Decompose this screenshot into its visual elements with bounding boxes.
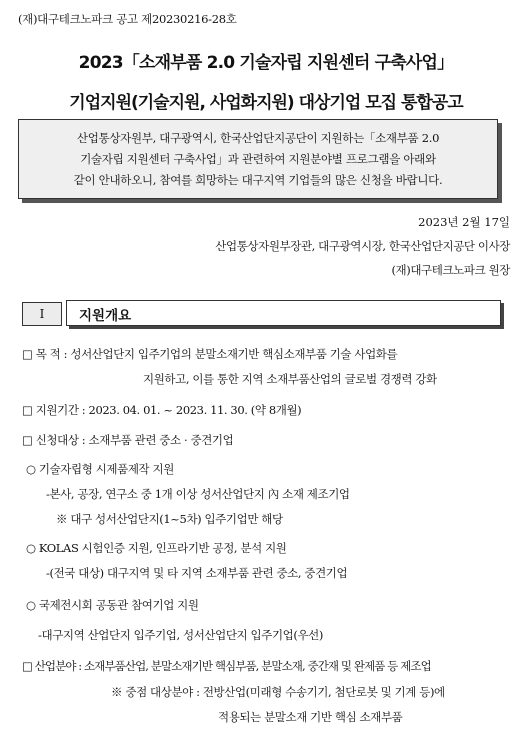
section-title: 지원개요 xyxy=(79,308,132,324)
program-detail: -(전국 대상) 대구지역 및 타 지역 소재부품 관련 중소, 중견기업 xyxy=(46,566,348,580)
intro-line: 기술자립 지원센터 구축사업」과 관련하여 지원분야별 프로그램을 아래와 xyxy=(80,152,436,166)
program-item: ○ KOLAS 시험인증 지원, 인프라기반 공정, 분석 지원 xyxy=(26,541,287,555)
title-line-2: 기업지원(기술지원, 사업화지원) 대상기업 모집 통합공고 xyxy=(69,93,463,113)
signer-line: (재)대구테크노파크 원장 xyxy=(391,263,510,277)
title-line-1: 2023「소재부품 2.0 기술자립 지원센터 구축사업」 xyxy=(78,53,454,73)
section-title-box xyxy=(66,300,501,326)
intro-line: 같이 안내하오니, 참여를 희망하는 대구지역 기업들의 많은 신청을 바랍니다. xyxy=(73,173,443,187)
eligibility-line: □ 신청대상 : 소재부품 관련 중소 · 중견기업 xyxy=(22,433,234,447)
industry-note: ※ 중점 대상분야 : 전방산업(미래형 수송기기, 첨단로봇 및 기계 등)에 xyxy=(111,685,445,699)
industry-note-continuation: 적용되는 분말소재 기반 핵심 소재부품 xyxy=(218,710,403,724)
intro-line: 산업통상자원부, 대구광역시, 한국산업단지공단이 지원하는「소재부품 2.0 xyxy=(76,131,440,145)
notice-date: 2023년 2월 17일 xyxy=(418,215,510,229)
intro-box xyxy=(18,119,498,199)
signer-line: 산업통상자원부장관, 대구광역시장, 한국산업단지공단 이사장 xyxy=(215,239,510,253)
program-detail: -대구지역 산업단지 입주기업, 성서산업단지 입주기업(우선) xyxy=(38,628,323,642)
notice-number: (재)대구테크노파크 공고 제20230216-28호 xyxy=(18,12,237,26)
program-item: ○ 국제전시회 공동관 참여기업 지원 xyxy=(26,598,199,612)
purpose-line: □ 목 적 : 성서산업단지 입주기업의 분말소재기반 핵심소재부품 기술 사업화를 xyxy=(22,347,398,361)
purpose-continuation: 지원하고, 이를 통한 지역 소재부품산업의 글로벌 경쟁력 강화 xyxy=(143,372,437,386)
section-number: Ⅰ xyxy=(22,302,62,326)
period-line: □ 지원기간 : 2023. 04. 01. ~ 2023. 11. 30. (약 8개월) xyxy=(22,403,302,417)
industry-line: □ 산업분야 : 소재부품산업, 분말소재기반 핵심부품, 분말소재, 중간재 및 완제품 등 제조업 xyxy=(22,659,431,673)
program-detail: -본사, 공장, 연구소 중 1개 이상 성서산업단지 內 소재 제조기업 xyxy=(46,487,350,501)
program-item: ○ 기술자립형 시제품제작 지원 xyxy=(26,462,174,476)
program-note: ※ 대구 성서산업단지(1~5차) 입주기업만 해당 xyxy=(56,512,283,526)
